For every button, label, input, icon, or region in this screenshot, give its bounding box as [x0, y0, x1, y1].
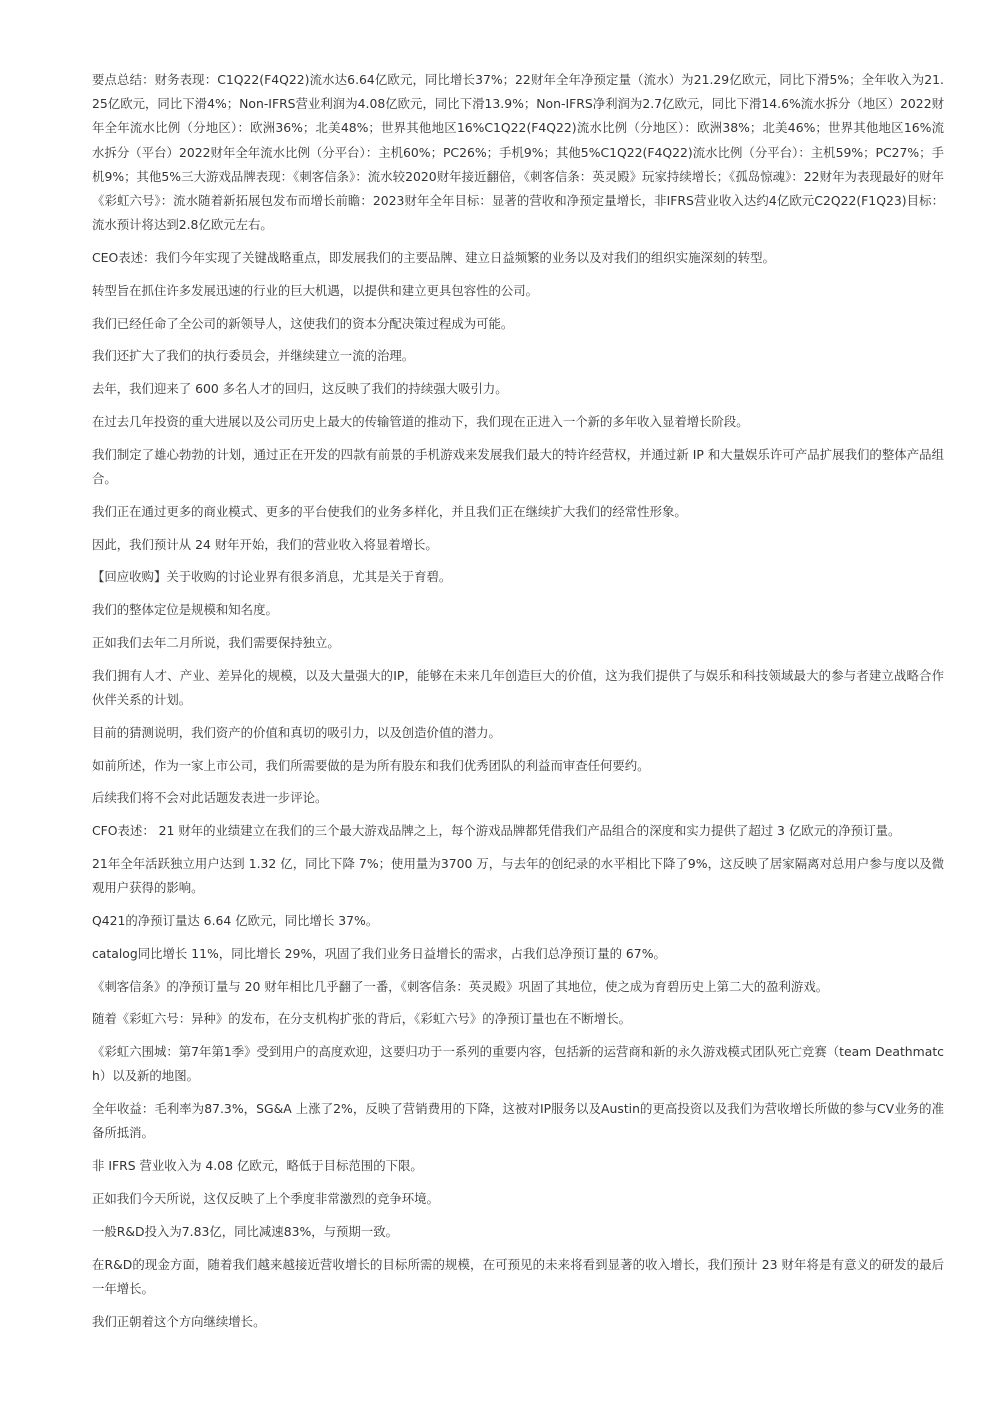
text-paragraph: 在R&D的现金方面，随着我们越来越接近营收增长的目标所需的规模，在可预见的未来将看到显著的收入增长，我们预计 23 财年将是有意义的研发的最后一年增长。 — [92, 1256, 944, 1296]
text-paragraph: 一般R&D投入为7.83亿，同比减速83%，与预期一致。 — [92, 1223, 398, 1239]
cfo-statement-paragraph: CFO表述： 21 财年的业绩建立在我们的三个最大游戏品牌之上，每个游戏品牌都凭借我们产品组合的深度和实力提供了超过 3 亿欧元的净预订量。 — [92, 823, 901, 839]
text-paragraph: 我们制定了雄心勃勃的计划，通过正在开发的四款有前景的手机游戏来发展我们最大的特许经营权，并通过新 IP 和大量娱乐许可产品扩展我们的整体产品组合。 — [92, 446, 944, 486]
full-year-earnings-paragraph: 全年收益：毛利率为87.3%，SG&A 上涨了2%，反映了营销费用的下降，这被对IP服务以及Austin的更高投资以及我们为营收增长所做的参与CV业务的准备所抵消。 — [92, 1101, 944, 1141]
text-paragraph: 因此，我们预计从 24 财年开始，我们的营业收入将显着增长。 — [92, 536, 438, 552]
acquisition-response-paragraph: 【回应收购】关于收购的讨论业界有很多消息，尤其是关于育碧。 — [92, 569, 452, 585]
text-paragraph: 我们已经任命了全公司的新领导人，这使我们的资本分配决策过程成为可能。 — [92, 315, 514, 331]
ceo-statement-paragraph: CEO表述：我们今年实现了关键战略重点，即发展我们的主要品牌、建立日益频繁的业务以及对我们的组织实施深刻的转型。 — [92, 250, 775, 266]
text-paragraph: 21年全年活跃独立用户达到 1.32 亿，同比下降 7%；使用量为3700 万，与去年的创纪录的水平相比下降了9%，这反映了居家隔离对总用户参与度以及微观用户获得的影响。 — [92, 855, 944, 896]
text-paragraph: 我们正朝着这个方向继续增长。 — [92, 1313, 266, 1329]
text-paragraph: 目前的猜测说明，我们资产的价值和真切的吸引力，以及创造价值的潜力。 — [92, 724, 501, 740]
text-paragraph: 《彩虹六围城：第7年第1季》受到用户的高度欢迎，这要归功于一系列的重要内容，包括新的运营商和新的永久游戏模式团队死亡竞赛（team Deathmatch）以及新的地图。 — [92, 1044, 944, 1084]
text-paragraph: 转型旨在抓住许多发展迅速的行业的巨大机遇，以提供和建立更具包容性的公司。 — [92, 282, 539, 298]
text-paragraph: 随着《彩虹六号：异种》的发布，在分支机构扩张的背后，《彩虹六号》的净预订量也在不断增长。 — [92, 1011, 631, 1027]
text-paragraph: 我们的整体定位是规模和知名度。 — [92, 602, 278, 618]
text-paragraph: 我们正在通过更多的商业模式、更多的平台使我们的业务多样化，并且我们正在继续扩大我们的经常性形象。 — [92, 503, 687, 519]
text-paragraph: 在过去几年投资的重大进展以及公司历史上最大的传输管道的推动下，我们现在正进入一个新的多年收入显着增长阶段。 — [92, 414, 749, 429]
text-paragraph: 正如我们今天所说，这仅反映了上个季度非常激烈的竞争环境。 — [92, 1190, 439, 1206]
text-paragraph: 我们还扩大了我们的执行委员会，并继续建立一流的治理。 — [92, 348, 415, 364]
document-body — [92, 68, 944, 1342]
text-paragraph: 《刺客信条》的净预订量与 20 财年相比几乎翻了一番，《刺客信条：英灵殿》巩固了其地位，使之成为育碧历史上第二大的盈利游戏。 — [92, 978, 829, 994]
text-paragraph: Q421的净预订量达 6.64 亿欧元，同比增长 37%。 — [92, 912, 379, 928]
text-paragraph: 去年，我们迎来了 600 多名人才的回归，这反映了我们的持续强大吸引力。 — [92, 381, 508, 397]
text-paragraph: 我们拥有人才、产业、差异化的规模，以及大量强大的IP，能够在未来几年创造巨大的价值，这为我们提供了与娱乐和科技领域最大的参与者建立战略合作伙伴关系的计划。 — [92, 667, 944, 707]
text-paragraph: 后续我们将不会对此话题发表进一步评论。 — [92, 790, 328, 806]
text-paragraph: catalog同比增长 11%，同比增长 29%，巩固了我们业务日益增长的需求，占我们总净预订量的 67%。 — [92, 945, 666, 961]
text-paragraph: 如前所述，作为一家上市公司，我们所需要做的是为所有股东和我们优秀团队的利益而审查任何要约。 — [92, 757, 650, 773]
text-paragraph: 正如我们去年二月所说，我们需要保持独立。 — [92, 634, 340, 650]
summary-paragraph: 要点总结：财务表现：C1Q22(F4Q22)流水达6.64亿欧元，同比增长37%；22财年全年净预定量（流水）为21.29亿欧元，同比下滑5%；全年收入为21.25亿欧元，同比下滑4%；Non-IFRS营业利润为4.08亿欧元，同比下滑13.9%；Non-IFRS净利润为2.7亿欧元，同比下滑14.6%流水拆分（地区）2022财年全年流水比例（分地区）：欧洲36%；北美48%；世界其他地区16%C1Q22(F4Q22)流水比例（分地区）：欧洲38%；北美46%；世界其他地区16%流水拆分（平台）2022财年全年流水比例（分平台）：主机60%；PC26%；手机9%；其他5%C1Q22(F4Q22)流水比例（分平台）：主机59%；PC27%；手机9%；其他5%三大游戏品牌表现：《刺客信条》：流水较2020财年接近翻倍，《刺客信条：英灵殿》玩家持续增长；《孤岛惊魂》：22财年为表现最好的财年《彩虹六号》：流水随着新拓展包发布而增长前瞻：2023财年全年目标：显著的营收和净预定量增长，非IFRS营业收入达约4亿欧元C2Q22(F1Q23)目标：流水预计将达到2.8亿欧元左右。 — [92, 72, 944, 233]
text-paragraph: 非 IFRS 营业收入为 4.08 亿欧元，略低于目标范围的下限。 — [92, 1158, 423, 1174]
